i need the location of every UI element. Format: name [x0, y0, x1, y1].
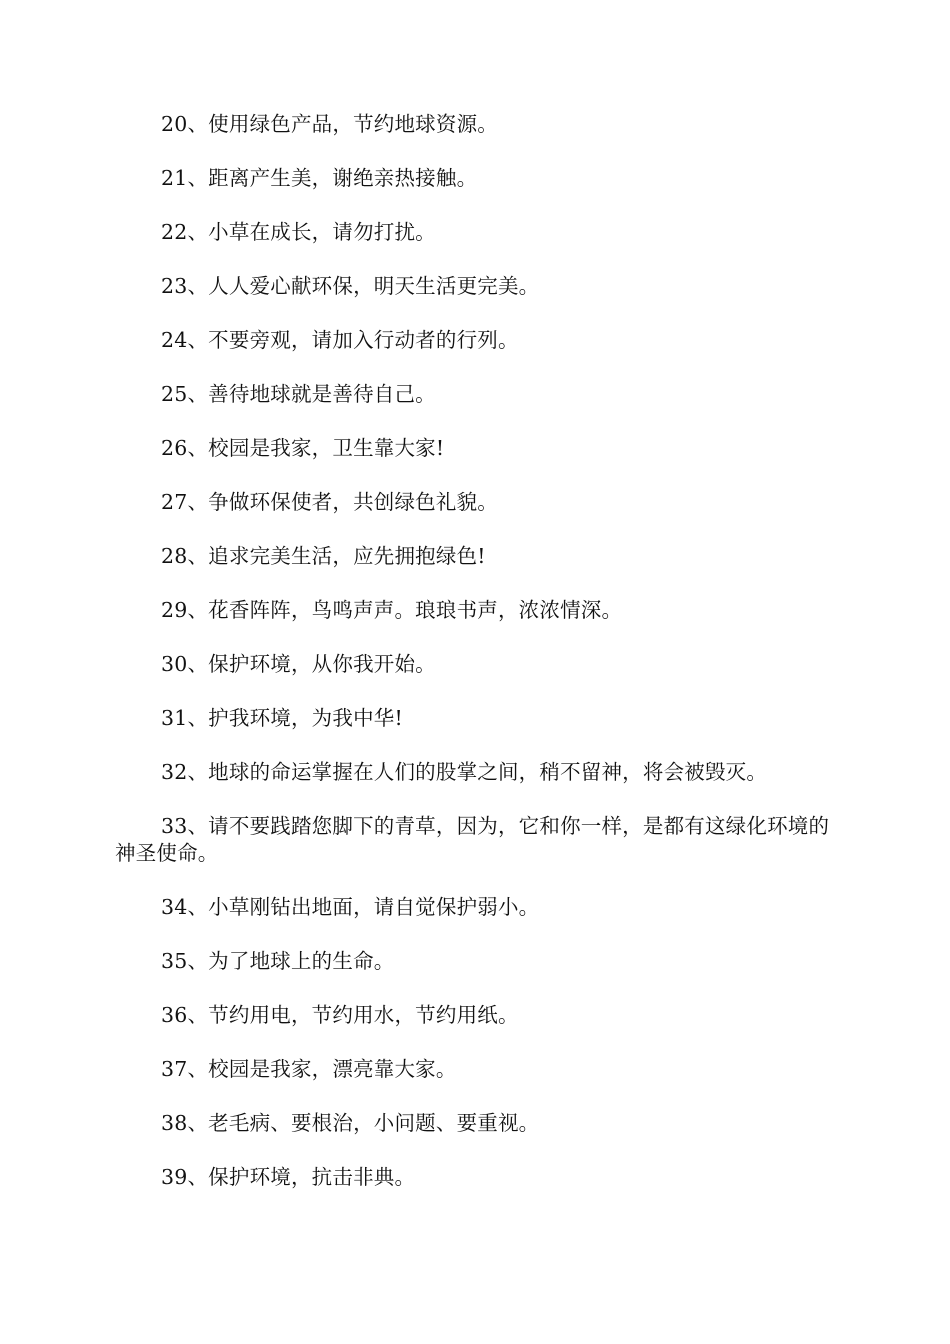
- list-item: 22、小草在成长，请勿打扰。: [161, 220, 436, 244]
- list-item: 38、老毛病、要根治，小问题、要重视。: [161, 1111, 540, 1135]
- list-item: 26、校园是我家，卫生靠大家!: [161, 436, 445, 460]
- list-item: 32、地球的命运掌握在人们的股掌之间，稍不留神，将会被毁灭。: [161, 760, 768, 784]
- list-item: 24、不要旁观，请加入行动者的行列。: [161, 328, 519, 352]
- list-item: 31、护我环境，为我中华!: [161, 706, 403, 730]
- list-item: 27、争做环保使者，共创绿色礼貌。: [161, 490, 498, 514]
- list-item: 39、保护环境，抗击非典。: [161, 1165, 416, 1189]
- list-item: 23、人人爱心献环保，明天生活更完美。: [161, 274, 540, 298]
- list-item: 20、使用绿色产品，节约地球资源。: [161, 112, 498, 136]
- list-item: 28、追求完美生活，应先拥抱绿色!: [161, 544, 486, 568]
- list-item: 36、节约用电，节约用水，节约用纸。: [161, 1003, 519, 1027]
- list-item: 29、花香阵阵，鸟鸣声声。琅琅书声，浓浓情深。: [161, 598, 623, 622]
- list-item: 34、小草刚钻出地面，请自觉保护弱小。: [161, 895, 540, 919]
- list-item: 35、为了地球上的生命。: [161, 949, 395, 973]
- list-item: 30、保护环境，从你我开始。: [161, 652, 436, 676]
- list-item: 37、校园是我家，漂亮靠大家。: [161, 1057, 457, 1081]
- slogan-list: [115, 111, 840, 1218]
- list-item: 25、善待地球就是善待自己。: [161, 382, 436, 406]
- list-item: 33、请不要践踏您脚下的青草，因为，它和你一样，是都有这绿化环境的神圣使命。: [115, 814, 830, 865]
- list-item: 21、距离产生美，谢绝亲热接触。: [161, 166, 478, 190]
